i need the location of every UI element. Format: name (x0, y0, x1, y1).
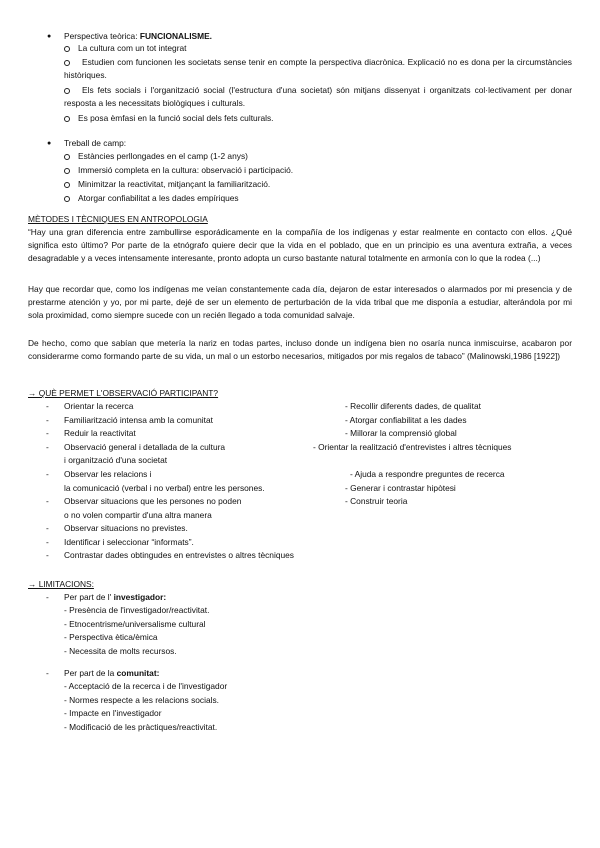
perspectiva-item-1: La cultura com un tot integrat (78, 43, 187, 53)
comunitat-item: - Impacte en l'investigador (64, 708, 162, 718)
dash: - (46, 442, 49, 452)
quote-paragraph-1: “Hay una gran diferencia entre zambullirse esporádicamente en la compañía de los indígenas y estar realmente en contacto con ellos. ¿Qué significa esto último? Por parte de la etnógrafo quiere decir que la vida en el poblado, que en un principio es una aventura extraña, a veces desagradable y a veces intensamente interesante, pronto adopta un curso bastante natural totalmente en armonía con lo que la rodea (...) (28, 227, 572, 263)
perspectiva-item-2: Estudien com funcionen les societats sense tenir en compte la perspectiva diacrònica. Explicació no es dona per la circumstàncies històriques. (64, 57, 572, 80)
circle-bullet (64, 154, 70, 160)
permet-left-item: Contrastar dades obtingudes en entrevistes o altres tècniques (64, 550, 294, 560)
limitacions-heading: → LIMITACIONS: (28, 579, 94, 589)
dash: - (46, 469, 49, 479)
investigador-item: - Presència de l'investigador/reactivitat. (64, 605, 210, 615)
permet-left-item: Familiarització intensa amb la comunitat (64, 415, 213, 425)
permet-left-item: Observar situacions no previstes. (64, 523, 188, 533)
permet-left-item: Observació general i detallada de la cultura (64, 442, 226, 452)
perspectiva-item-4: Es posa èmfasi en la funció social dels fets culturals. (78, 113, 274, 123)
dash: - (46, 415, 49, 425)
dash: - (46, 401, 49, 411)
permet-right-item: - Construir teoria (345, 496, 408, 506)
perspectiva-value: FUNCIONALISME. (139, 31, 213, 41)
quote-paragraph-3: De hecho, como que sabían que metería la nariz en todas partes, incluso donde un indígena bien no osaría nunca inmiscuirse, acabaron por considerarme como formando parte de su vida, un mal o un estorbo necesarios, mitigados por mis regalos de tabaco” (Malinowski,1986 [1922]) (28, 338, 572, 361)
permet-left-item: la comunicació (verbal i no verbal) entre les persones. (64, 483, 265, 493)
permet-left-item: Observar situacions que les persones no poden (64, 496, 242, 506)
permet-right-item: - Generar i contrastar hipòtesi (345, 483, 456, 493)
treball-item-3: Minimitzar la reactivitat, mitjançant la familiarització. (78, 179, 271, 189)
comunitat-item: - Modificació de les pràctiques/reactivitat. (64, 721, 218, 732)
investigador-item: - Perspectiva ètica/èmica (64, 632, 158, 642)
permet-left-item: Reduir la reactivitat (64, 428, 136, 438)
circle-bullet (64, 46, 70, 52)
comunitat-group-label: Per part de la comunitat: (64, 668, 160, 678)
investigador-group-label: Per part de l' investigador: (64, 592, 167, 602)
dash: - (46, 668, 49, 678)
treball-item-4: Atorgar confiabilitat a les dades empíriques (78, 193, 239, 203)
dash: - (46, 537, 49, 547)
permet-right-item: - Atorgar confiabilitat a les dades (345, 415, 467, 425)
circle-bullet (64, 116, 70, 122)
investigador-item: - Necessita de molts recursos. (64, 645, 177, 656)
treball-item-1: Estàncies perllongades en el camp (1-2 anys) (78, 151, 248, 161)
comunitat-item: - Normes respecte a les relacions socials. (64, 694, 219, 705)
treball-item-2: Immersió completa en la cultura: observació i participació. (78, 165, 294, 175)
circle-bullet (64, 182, 70, 188)
dash: - (46, 592, 49, 602)
permet-left-item: Orientar la recerca (64, 401, 134, 411)
permet-right-item: - Recollir diferents dades, de qualitat (345, 401, 481, 411)
dash: - (46, 496, 49, 506)
perspectiva-line (64, 30, 212, 43)
permet-right-item: - Orientar la realització d'entrevistes i altres tècniques (313, 442, 512, 452)
permet-left-item: Identificar i seleccionar “informats”. (64, 537, 194, 547)
permet-left-item: Observar les relacions i (64, 469, 152, 479)
circle-bullet (64, 196, 70, 202)
perspectiva-label: Perspectiva teòrica: (64, 31, 138, 41)
metodes-heading: MÈTODES I TÈCNIQUES EN ANTROPOLOGIA (28, 214, 208, 224)
comunitat-item: - Acceptació de la recerca i de l'investigador (64, 681, 228, 691)
dash: - (46, 428, 49, 438)
perspectiva-item-3: Els fets socials i l'organització social (l'estructura d'una societat) són mitjans dissenyat i organitzats col·lectivament per donar resposta a les necessitats biològiques i culturals. (64, 85, 572, 108)
dash: - (46, 550, 49, 560)
bullet-dot: ● (47, 140, 52, 147)
quote-paragraph-2: Hay que recordar que, como los indígenas me veían constantemente cada día, dejaron de estar interesados o alarmados por mi presencia y de prestarme atención y yo, por mi parte, dejé de ser un elemento de perturbación de la vida tribal que me disponía a estudiar, alterándola por mi sola proximidad, como siempre sucede con un recién llegado a toda comunidad salvaje. (28, 284, 572, 320)
permet-heading: → QUÈ PERMET L'OBSERVACIÓ PARTICIPANT? (28, 388, 219, 398)
permet-right-item: - Millorar la comprensió global (345, 428, 457, 438)
dash: - (46, 523, 49, 533)
investigador-item: - Etnocentrisme/universalisme cultural (64, 618, 206, 629)
permet-right-item: - Ajuda a respondre preguntes de recerca (350, 469, 505, 479)
treball-label: Treball de camp: (64, 138, 127, 148)
circle-bullet (64, 168, 70, 174)
permet-left-item: i organització d'una societat (64, 455, 168, 465)
bullet-dot: ● (47, 33, 52, 40)
permet-left-item: o no volen compartir d'una altra manera (64, 510, 212, 520)
